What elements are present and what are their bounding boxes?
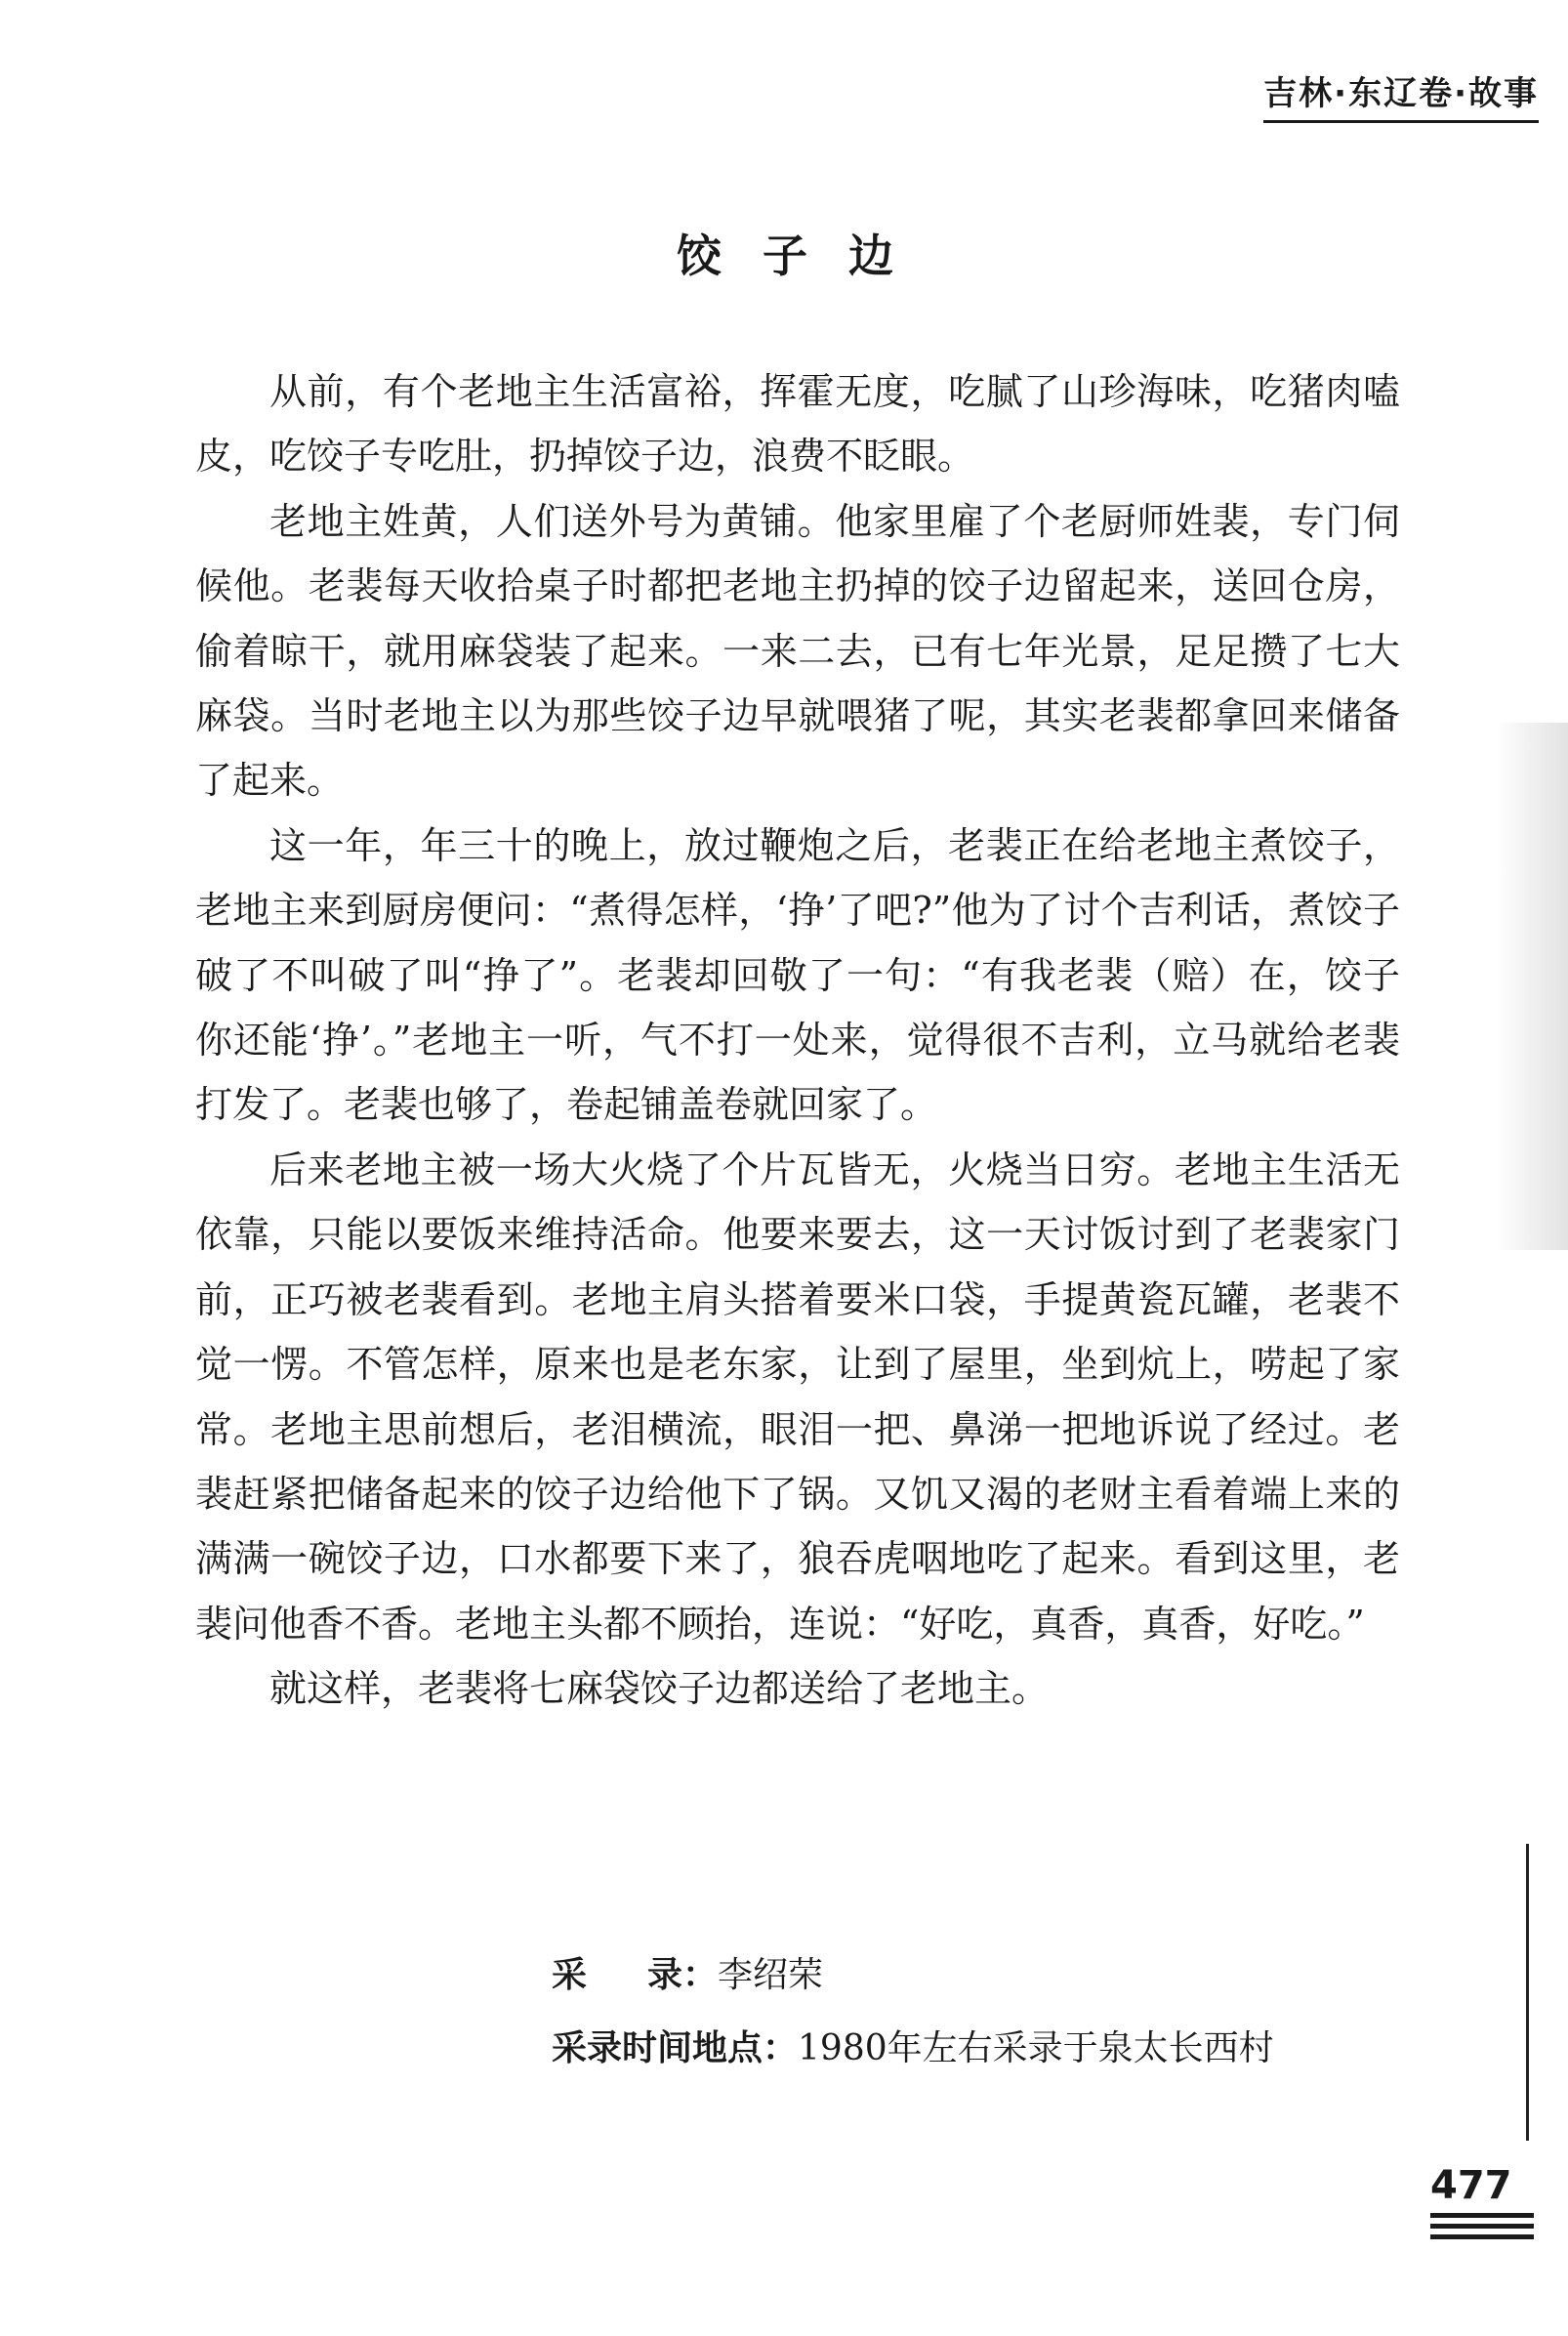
recorder-label-end: 录 — [647, 1955, 683, 1995]
page-number-bars — [1430, 2213, 1534, 2245]
recorder-label-start: 采 — [552, 1955, 648, 1995]
page-bar — [1430, 2224, 1534, 2229]
running-head: 吉林·东辽卷·故事 — [1263, 66, 1539, 123]
paragraph-4: 后来老地主被一场大火烧了个片瓦皆无，火烧当日穷。老地主生活无依靠，只能以要饭来维持活命。他要来要去，这一天讨饭讨到了老裴家门前，正巧被老裴看到。老地主肩头搭着要米口袋，手提黄瓷瓦罐，老裴不觉一愣。不管怎样，原来也是老东家，让到了屋里，坐到炕上，唠起了家常。老地主思前想后，老泪横流，眼泪一把、鼻涕一把地诉说了经过。老裴赶紧把储备起来的饺子边给他下了锅。又饥又渴的老财主看着端上来的满满一碗饺子边，口水都要下来了，狼吞虎咽地吃了起来。看到这里，老裴问他香不香。老地主头都不顾抬，连说：“好吃，真香，真香，好吃。” — [195, 1147, 1400, 1646]
time-place-label: 采录时间地点 — [552, 2028, 763, 2068]
page-edge-decoration — [1496, 723, 1568, 1250]
story-title: 饺子边 — [677, 229, 934, 282]
paragraph-3: 这一年，年三十的晚上，放过鞭炮之后，老裴正在给老地主煮饺子，老地主来到厨房便问：“煮得怎样，‘挣’了吧?”他为了讨个吉利话，煮饺子破了不叫破了叫“挣了”。老裴却回敬了一句：“有我老裴（赔）在，饺子你还能‘挣’。”老地主一听，气不打一处来，觉得很不吉利，立马就给老裴打发了。老裴也够了，卷起铺盖卷就回家了。 — [195, 823, 1400, 1127]
time-place-colon: ： — [763, 2027, 799, 2068]
paragraph-5: 就这样，老裴将七麻袋饺子边都送给了老地主。 — [269, 1667, 1050, 1711]
recorder-row — [552, 1939, 1274, 2012]
paragraph-1: 从前，有个老地主生活富裕，挥霍无度，吃腻了山珍海味，吃猪肉嗑皮，吃饺子专吃肚，扔掉饺子边，浪费不眨眼。 — [195, 370, 1400, 479]
page-bar — [1430, 2234, 1534, 2239]
recorder-name: 李绍荣 — [718, 1955, 824, 1995]
recorder-label — [552, 1955, 682, 1995]
credits — [552, 1939, 1274, 2085]
time-place-value: 1980年左右采录于泉太长西村 — [798, 2028, 1274, 2068]
page-number: 477 — [1430, 2163, 1512, 2208]
time-place-row — [552, 2012, 1274, 2085]
recorder-colon: ： — [682, 1954, 719, 1995]
page-bar — [1430, 2213, 1534, 2218]
paragraph-2: 老地主姓黄，人们送外号为黄铺。他家里雇了个老厨师姓裴，专门伺候他。老裴每天收拾桌子时都把老地主扔掉的饺子边留起来，送回仓房，偷着晾干，就用麻袋装了起来。一来二去，已有七年光景，足足攒了七大麻袋。当时老地主以为那些饺子边早就喂猪了呢，其实老裴都拿回来储备了起来。 — [195, 499, 1400, 803]
story-body — [195, 359, 1400, 1722]
margin-rule — [1526, 1844, 1529, 2141]
